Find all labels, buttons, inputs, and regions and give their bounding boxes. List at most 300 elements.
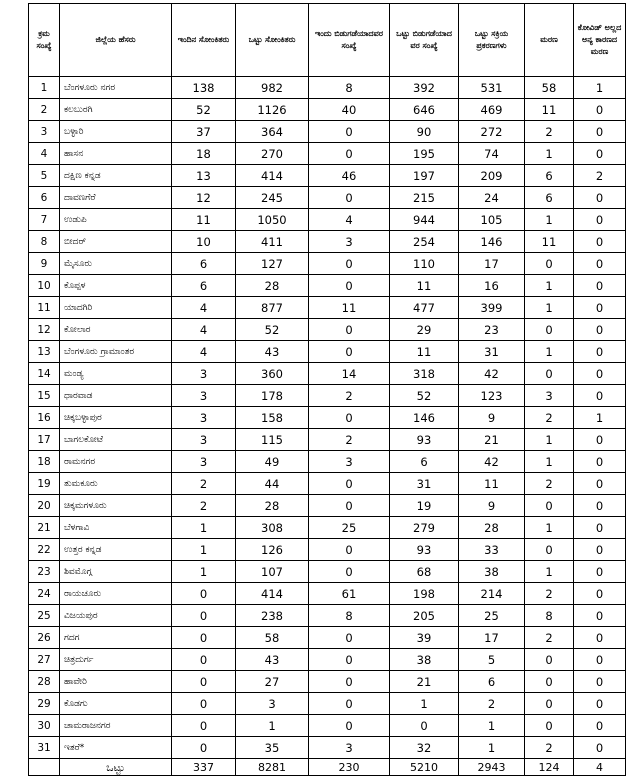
total-discharged-cell: 39: [390, 627, 459, 649]
deaths-cell: 1: [525, 209, 574, 231]
total-infected-cell: 877: [236, 297, 309, 319]
total-discharged-cell: 11: [390, 341, 459, 363]
total-infected-cell: 982: [236, 77, 309, 99]
total-discharged-cell: 68: [390, 561, 459, 583]
total-infected-cell: 158: [236, 407, 309, 429]
deaths-cell: 0: [525, 319, 574, 341]
district-cell: ಯಾದಗಿರಿ: [60, 297, 172, 319]
serial-cell: 18: [29, 451, 60, 473]
discharged-today-cell: 2: [309, 385, 390, 407]
district-cell: ಬೀದರ್: [60, 231, 172, 253]
district-cell: ಕಲಬುರಗಿ: [60, 99, 172, 121]
total-infected-cell: 35: [236, 737, 309, 759]
discharged-today-cell: 40: [309, 99, 390, 121]
serial-cell: 19: [29, 473, 60, 495]
total-district-cell: [60, 759, 172, 776]
non-covid-deaths-cell: 2: [574, 165, 626, 187]
today-infected-cell: 3: [172, 385, 236, 407]
total-infected-cell: 360: [236, 363, 309, 385]
active-cases-cell: 38: [459, 561, 525, 583]
discharged-today-cell: 0: [309, 539, 390, 561]
header-non-covid-deaths: ಕೋವಿಡ್ ಅಲ್ಲದ ಅನ್ಯ ಕಾರಣದ ಮರಣ: [574, 4, 626, 77]
discharged-today-cell: 61: [309, 583, 390, 605]
table-row: [29, 319, 626, 341]
total-total-discharged-cell: [390, 759, 459, 776]
non-covid-deaths-cell: 1: [574, 77, 626, 99]
today-infected-cell: 2: [172, 495, 236, 517]
active-cases-cell: 146: [459, 231, 525, 253]
header-total-discharged: ಒಟ್ಟು ಬಿಡುಗಡೆಯಾದ ವರ ಸಂಖ್ಯೆ: [390, 4, 459, 77]
district-cell: ಶಿವಮೊಗ್ಗ: [60, 561, 172, 583]
deaths-cell: 0: [525, 539, 574, 561]
total-today-infected-cell: [172, 759, 236, 776]
table-row: [29, 473, 626, 495]
active-cases-cell: 17: [459, 253, 525, 275]
total-discharged-cell: 32: [390, 737, 459, 759]
discharged-today-cell: 3: [309, 231, 390, 253]
deaths-cell: 0: [525, 253, 574, 275]
table-row: [29, 715, 626, 737]
active-cases-cell: 11: [459, 473, 525, 495]
non-covid-deaths-cell: 1: [574, 407, 626, 429]
district-cell: ಚಾಮರಾಜನಗರ: [60, 715, 172, 737]
table-row: [29, 187, 626, 209]
discharged-today-cell: 2: [309, 429, 390, 451]
serial-cell: 27: [29, 649, 60, 671]
total-value: 124: [538, 761, 560, 774]
active-cases-cell: 214: [459, 583, 525, 605]
discharged-today-cell: 0: [309, 319, 390, 341]
active-cases-cell: 42: [459, 451, 525, 473]
deaths-cell: 1: [525, 561, 574, 583]
table-row: [29, 627, 626, 649]
district-cell: ಬೆಂಗಳೂರು ಗ್ರಾಮಾಂತರ: [60, 341, 172, 363]
table-body: [29, 77, 626, 776]
active-cases-cell: 33: [459, 539, 525, 561]
table-row: [29, 495, 626, 517]
non-covid-deaths-cell: 0: [574, 671, 626, 693]
serial-cell: 30: [29, 715, 60, 737]
active-cases-cell: 1: [459, 737, 525, 759]
total-discharged-cell: 110: [390, 253, 459, 275]
serial-cell: 13: [29, 341, 60, 363]
serial-cell: 6: [29, 187, 60, 209]
non-covid-deaths-cell: 0: [574, 143, 626, 165]
table-row: [29, 649, 626, 671]
non-covid-deaths-cell: 0: [574, 517, 626, 539]
today-infected-cell: 6: [172, 275, 236, 297]
total-infected-cell: 414: [236, 165, 309, 187]
deaths-cell: 1: [525, 297, 574, 319]
serial-cell: 2: [29, 99, 60, 121]
active-cases-cell: 31: [459, 341, 525, 363]
deaths-cell: 2: [525, 407, 574, 429]
discharged-today-cell: 0: [309, 187, 390, 209]
active-cases-cell: 24: [459, 187, 525, 209]
table-row: [29, 275, 626, 297]
table-row: [29, 451, 626, 473]
deaths-cell: 2: [525, 473, 574, 495]
non-covid-deaths-cell: 0: [574, 99, 626, 121]
total-value: 230: [338, 761, 360, 774]
total-row: [29, 759, 626, 776]
serial-cell: 24: [29, 583, 60, 605]
table-row: [29, 671, 626, 693]
table-row: [29, 385, 626, 407]
deaths-cell: 0: [525, 649, 574, 671]
district-cell: ಹಾವೇರಿ: [60, 671, 172, 693]
discharged-today-cell: 11: [309, 297, 390, 319]
today-infected-cell: 18: [172, 143, 236, 165]
active-cases-cell: 6: [459, 671, 525, 693]
header-today-infected: ಇಂದಿನ ಸೋಂಕಿತರು: [172, 4, 236, 77]
table-row: [29, 231, 626, 253]
total-discharged-cell: 31: [390, 473, 459, 495]
non-covid-deaths-cell: 0: [574, 363, 626, 385]
serial-cell: 9: [29, 253, 60, 275]
district-cell: ಬಾಗಲಕೋಟೆ: [60, 429, 172, 451]
table-row: [29, 605, 626, 627]
deaths-cell: 0: [525, 363, 574, 385]
active-cases-cell: 469: [459, 99, 525, 121]
district-cell: ರಾಮನಗರ: [60, 451, 172, 473]
deaths-cell: 11: [525, 99, 574, 121]
total-infected-cell: 107: [236, 561, 309, 583]
total-infected-cell: 1126: [236, 99, 309, 121]
non-covid-deaths-cell: 0: [574, 715, 626, 737]
discharged-today-cell: 0: [309, 671, 390, 693]
discharged-today-cell: 0: [309, 253, 390, 275]
active-cases-cell: 21: [459, 429, 525, 451]
district-cell: ಹಾಸನ: [60, 143, 172, 165]
discharged-today-cell: 3: [309, 737, 390, 759]
non-covid-deaths-cell: 0: [574, 231, 626, 253]
total-infected-cell: 414: [236, 583, 309, 605]
total-discharged-today-cell: [309, 759, 390, 776]
header-discharged-today: ಇಂದು ಬಿಡುಗಡೆಯಾದವರ ಸಂಖ್ಯೆ: [309, 4, 390, 77]
total-infected-cell: 49: [236, 451, 309, 473]
table-row: [29, 363, 626, 385]
non-covid-deaths-cell: 0: [574, 429, 626, 451]
serial-cell: 15: [29, 385, 60, 407]
total-infected-cell: 52: [236, 319, 309, 341]
district-cell: ಮೈಸೂರು: [60, 253, 172, 275]
serial-cell: 7: [29, 209, 60, 231]
district-cell: ದಕ್ಷಿಣ ಕನ್ನಡ: [60, 165, 172, 187]
total-discharged-cell: 1: [390, 693, 459, 715]
non-covid-deaths-cell: 0: [574, 209, 626, 231]
total-discharged-cell: 93: [390, 429, 459, 451]
discharged-today-cell: 0: [309, 649, 390, 671]
total-discharged-cell: 197: [390, 165, 459, 187]
non-covid-deaths-cell: 0: [574, 319, 626, 341]
today-infected-cell: 0: [172, 627, 236, 649]
deaths-cell: 3: [525, 385, 574, 407]
district-cell: ಕೊಡಗು: [60, 693, 172, 715]
discharged-today-cell: 0: [309, 495, 390, 517]
total-infected-cell: 27: [236, 671, 309, 693]
total-value: 8281: [258, 761, 286, 774]
today-infected-cell: 4: [172, 297, 236, 319]
discharged-today-cell: 0: [309, 715, 390, 737]
today-infected-cell: 0: [172, 737, 236, 759]
serial-cell: 16: [29, 407, 60, 429]
deaths-cell: 6: [525, 187, 574, 209]
non-covid-deaths-cell: 0: [574, 649, 626, 671]
total-discharged-cell: 392: [390, 77, 459, 99]
total-discharged-cell: 38: [390, 649, 459, 671]
total-infected-cell: 1050: [236, 209, 309, 231]
serial-cell: 17: [29, 429, 60, 451]
district-cell: ವಿಜಯಪುರ: [60, 605, 172, 627]
table-row: [29, 99, 626, 121]
district-cell: ಇತರೆ*: [60, 737, 172, 759]
today-infected-cell: 2: [172, 473, 236, 495]
today-infected-cell: 1: [172, 561, 236, 583]
total-infected-cell: 43: [236, 341, 309, 363]
active-cases-cell: 531: [459, 77, 525, 99]
deaths-cell: 1: [525, 429, 574, 451]
today-infected-cell: 4: [172, 341, 236, 363]
active-cases-cell: 42: [459, 363, 525, 385]
non-covid-deaths-cell: 0: [574, 385, 626, 407]
active-cases-cell: 17: [459, 627, 525, 649]
district-cell: ಬೆಳಗಾವಿ: [60, 517, 172, 539]
table-row: [29, 253, 626, 275]
active-cases-cell: 209: [459, 165, 525, 187]
discharged-today-cell: 0: [309, 473, 390, 495]
table-row: [29, 121, 626, 143]
deaths-cell: 1: [525, 341, 574, 363]
total-discharged-cell: 93: [390, 539, 459, 561]
non-covid-deaths-cell: 0: [574, 693, 626, 715]
serial-cell: 31: [29, 737, 60, 759]
total-infected-cell: 364: [236, 121, 309, 143]
today-infected-cell: 0: [172, 693, 236, 715]
district-cell: ದಾವಣಗೆರೆ: [60, 187, 172, 209]
serial-cell: 26: [29, 627, 60, 649]
discharged-today-cell: 0: [309, 561, 390, 583]
total-value: 5210: [410, 761, 438, 774]
table-row: [29, 165, 626, 187]
total-discharged-cell: 0: [390, 715, 459, 737]
district-cell: ರಾಯಚೂರು: [60, 583, 172, 605]
district-cell: ಬೆಂಗಳೂರು ನಗರ: [60, 77, 172, 99]
deaths-cell: 8: [525, 605, 574, 627]
total-discharged-cell: 477: [390, 297, 459, 319]
serial-cell: 3: [29, 121, 60, 143]
today-infected-cell: 0: [172, 671, 236, 693]
deaths-cell: 1: [525, 451, 574, 473]
deaths-cell: 1: [525, 143, 574, 165]
serial-cell: 14: [29, 363, 60, 385]
table-row: [29, 539, 626, 561]
non-covid-deaths-cell: 0: [574, 539, 626, 561]
total-infected-cell: 126: [236, 539, 309, 561]
deaths-cell: 2: [525, 583, 574, 605]
discharged-today-cell: 0: [309, 627, 390, 649]
today-infected-cell: 0: [172, 583, 236, 605]
non-covid-deaths-cell: 0: [574, 253, 626, 275]
deaths-cell: 0: [525, 495, 574, 517]
active-cases-cell: 399: [459, 297, 525, 319]
district-cell: ಕೊಪ್ಪಳ: [60, 275, 172, 297]
active-cases-cell: 2: [459, 693, 525, 715]
active-cases-cell: 25: [459, 605, 525, 627]
today-infected-cell: 0: [172, 605, 236, 627]
district-cell: ಚಿಕ್ಕಬಳ್ಳಾಪುರ: [60, 407, 172, 429]
total-discharged-cell: 198: [390, 583, 459, 605]
deaths-cell: 2: [525, 737, 574, 759]
table-row: [29, 143, 626, 165]
table-row: [29, 407, 626, 429]
total-infected-cell: 411: [236, 231, 309, 253]
district-cell: ಧಾರವಾಡ: [60, 385, 172, 407]
total-discharged-cell: 254: [390, 231, 459, 253]
table-row: [29, 297, 626, 319]
table-row: [29, 561, 626, 583]
non-covid-deaths-cell: 0: [574, 605, 626, 627]
total-deaths-cell: [525, 759, 574, 776]
today-infected-cell: 3: [172, 407, 236, 429]
non-covid-deaths-cell: 0: [574, 121, 626, 143]
district-cell: ಉಡುಪಿ: [60, 209, 172, 231]
total-infected-cell: 3: [236, 693, 309, 715]
today-infected-cell: 11: [172, 209, 236, 231]
total-value: 2943: [477, 761, 506, 774]
table-row: [29, 583, 626, 605]
total-infected-cell: 1: [236, 715, 309, 737]
non-covid-deaths-cell: 0: [574, 297, 626, 319]
header-deaths: ಮರಣ: [525, 4, 574, 77]
table-row: [29, 77, 626, 99]
total-infected-cell: 245: [236, 187, 309, 209]
active-cases-cell: 1: [459, 715, 525, 737]
non-covid-deaths-cell: 0: [574, 627, 626, 649]
today-infected-cell: 3: [172, 429, 236, 451]
discharged-today-cell: 8: [309, 77, 390, 99]
discharged-today-cell: 0: [309, 121, 390, 143]
header-active-cases: ಒಟ್ಟು ಸಕ್ರಿಯ ಪ್ರಕರಣಗಳು: [459, 4, 525, 77]
deaths-cell: 11: [525, 231, 574, 253]
non-covid-deaths-cell: 0: [574, 341, 626, 363]
total-serial-cell: [29, 759, 60, 776]
non-covid-deaths-cell: 0: [574, 737, 626, 759]
serial-cell: 5: [29, 165, 60, 187]
deaths-cell: 0: [525, 693, 574, 715]
serial-cell: 10: [29, 275, 60, 297]
serial-cell: 20: [29, 495, 60, 517]
deaths-cell: 2: [525, 627, 574, 649]
non-covid-deaths-cell: 0: [574, 473, 626, 495]
discharged-today-cell: 14: [309, 363, 390, 385]
header-serial-number: ಕ್ರಮ ಸಂಖ್ಯೆ: [29, 4, 60, 77]
today-infected-cell: 10: [172, 231, 236, 253]
discharged-today-cell: 0: [309, 407, 390, 429]
total-value: ಒಟ್ಟು: [106, 761, 125, 774]
total-infected-cell: 178: [236, 385, 309, 407]
table-row: [29, 429, 626, 451]
district-cell: ಚಿಕ್ಕಮಗಳೂರು: [60, 495, 172, 517]
deaths-cell: 2: [525, 121, 574, 143]
total-value: 4: [596, 761, 603, 774]
today-infected-cell: 52: [172, 99, 236, 121]
discharged-today-cell: 25: [309, 517, 390, 539]
non-covid-deaths-cell: 0: [574, 583, 626, 605]
total-infected-cell: 28: [236, 275, 309, 297]
total-discharged-cell: 944: [390, 209, 459, 231]
table-row: [29, 341, 626, 363]
discharged-today-cell: 4: [309, 209, 390, 231]
deaths-cell: 1: [525, 517, 574, 539]
serial-cell: 11: [29, 297, 60, 319]
non-covid-deaths-cell: 0: [574, 561, 626, 583]
district-covid-table: [28, 3, 626, 776]
total-discharged-cell: 146: [390, 407, 459, 429]
table-row: [29, 209, 626, 231]
active-cases-cell: 9: [459, 407, 525, 429]
serial-cell: 22: [29, 539, 60, 561]
table-row: [29, 693, 626, 715]
district-cell: ಚಿತ್ರದುರ್ಗ: [60, 649, 172, 671]
serial-cell: 1: [29, 77, 60, 99]
total-discharged-cell: 52: [390, 385, 459, 407]
total-discharged-cell: 21: [390, 671, 459, 693]
district-cell: ಬಳ್ಳಾರಿ: [60, 121, 172, 143]
total-infected-cell: 43: [236, 649, 309, 671]
active-cases-cell: 123: [459, 385, 525, 407]
total-discharged-cell: 279: [390, 517, 459, 539]
today-infected-cell: 1: [172, 517, 236, 539]
total-infected-cell: 127: [236, 253, 309, 275]
discharged-today-cell: 0: [309, 693, 390, 715]
header-total-infected: ಒಟ್ಟು ಸೋಂಕಿತರು: [236, 4, 309, 77]
total-non-covid-deaths-cell: [574, 759, 626, 776]
active-cases-cell: 23: [459, 319, 525, 341]
discharged-today-cell: 0: [309, 341, 390, 363]
non-covid-deaths-cell: 0: [574, 275, 626, 297]
total-discharged-cell: 646: [390, 99, 459, 121]
today-infected-cell: 3: [172, 363, 236, 385]
today-infected-cell: 0: [172, 649, 236, 671]
today-infected-cell: 6: [172, 253, 236, 275]
today-infected-cell: 12: [172, 187, 236, 209]
active-cases-cell: 16: [459, 275, 525, 297]
today-infected-cell: 3: [172, 451, 236, 473]
deaths-cell: 6: [525, 165, 574, 187]
serial-cell: 4: [29, 143, 60, 165]
table-row: [29, 737, 626, 759]
today-infected-cell: 1: [172, 539, 236, 561]
total-discharged-cell: 90: [390, 121, 459, 143]
deaths-cell: 1: [525, 275, 574, 297]
today-infected-cell: 37: [172, 121, 236, 143]
non-covid-deaths-cell: 0: [574, 187, 626, 209]
total-infected-cell: 308: [236, 517, 309, 539]
total-infected-cell: 115: [236, 429, 309, 451]
serial-cell: 12: [29, 319, 60, 341]
total-discharged-cell: 29: [390, 319, 459, 341]
non-covid-deaths-cell: 0: [574, 495, 626, 517]
district-cell: ತುಮಕೂರು: [60, 473, 172, 495]
discharged-today-cell: 0: [309, 143, 390, 165]
non-covid-deaths-cell: 0: [574, 451, 626, 473]
serial-cell: 8: [29, 231, 60, 253]
today-infected-cell: 138: [172, 77, 236, 99]
total-discharged-cell: 11: [390, 275, 459, 297]
deaths-cell: 58: [525, 77, 574, 99]
district-cell: ಕೋಲಾರ: [60, 319, 172, 341]
